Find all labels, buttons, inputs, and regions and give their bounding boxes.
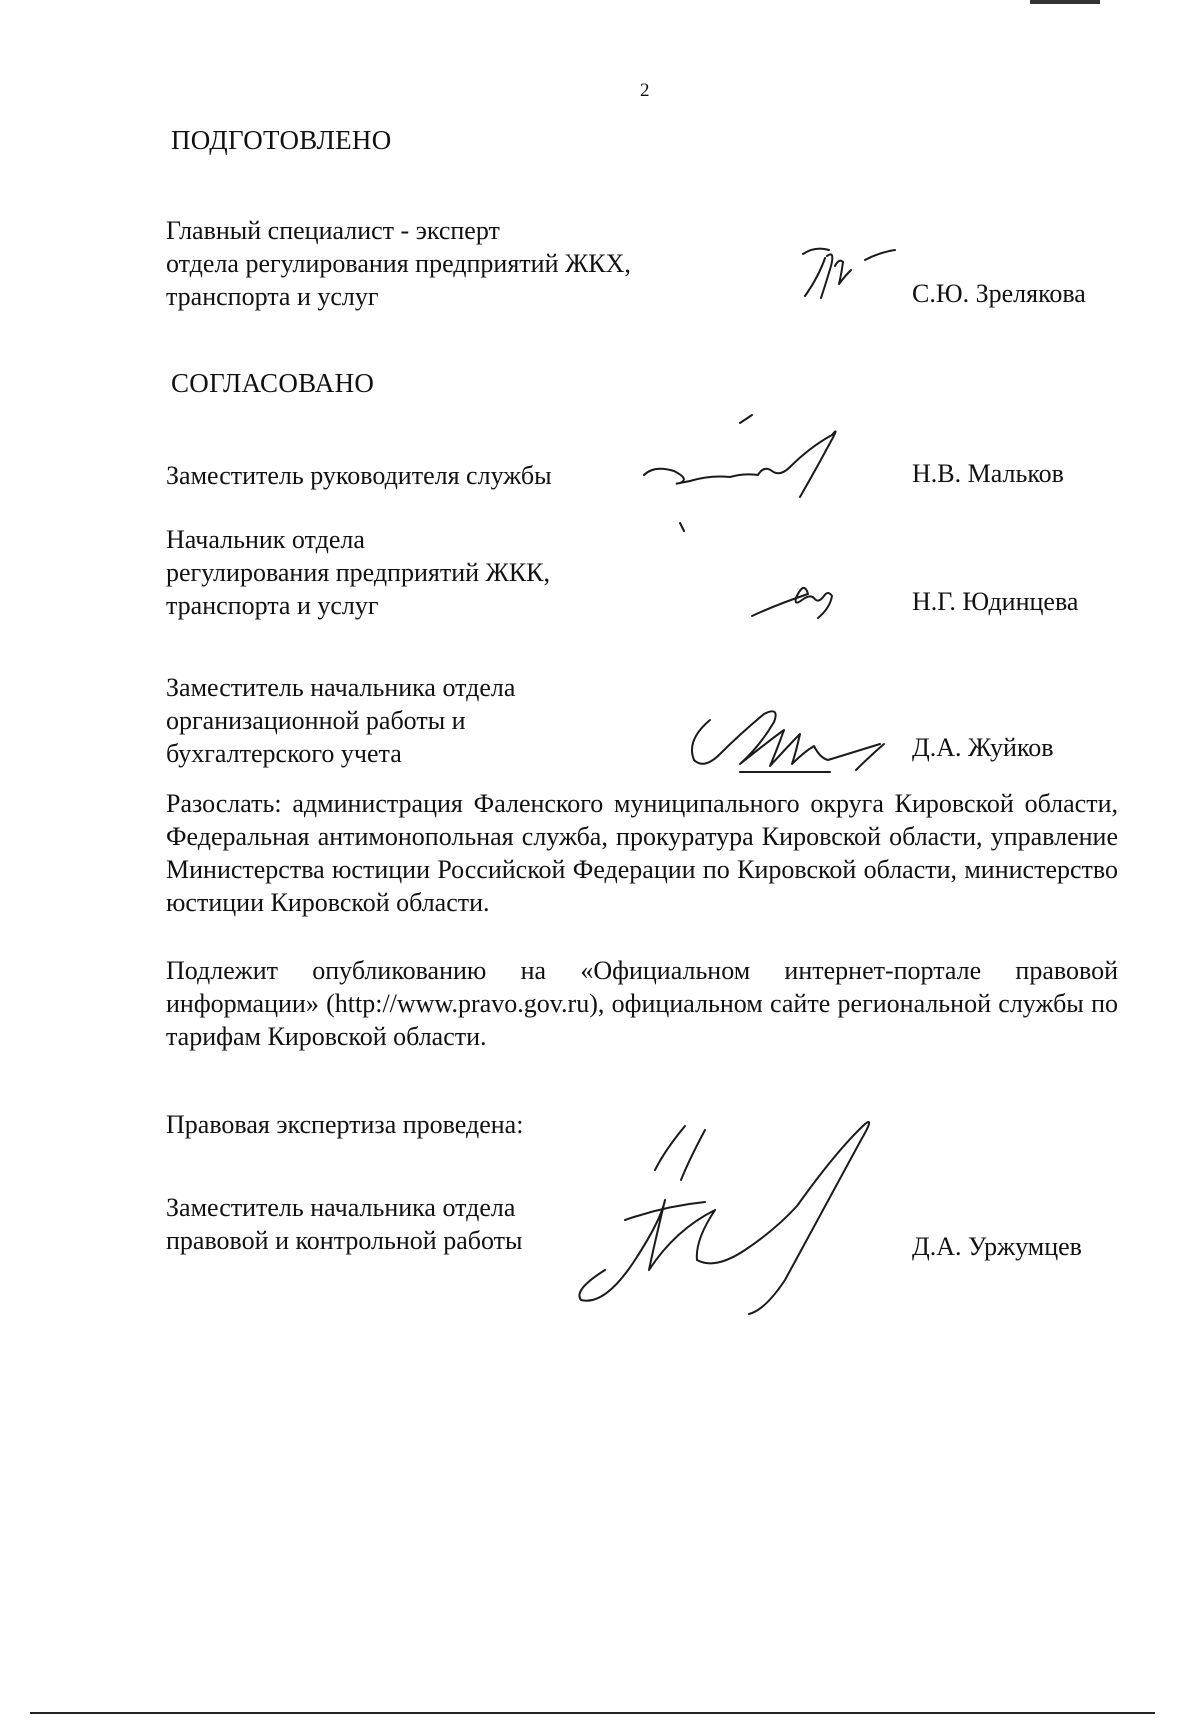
signature-malkov bbox=[640, 405, 880, 535]
legal-review-position-line: правовой и контрольной работы bbox=[166, 1226, 523, 1255]
signer-position-line: Начальник отдела bbox=[166, 525, 365, 554]
signer-name: Д.А. Жуйков bbox=[912, 733, 1054, 762]
prepared-position-line: Главный специалист - эксперт bbox=[166, 216, 500, 245]
agreed-heading: СОГЛАСОВАНО bbox=[171, 368, 375, 398]
publication-note: Подлежит опубликованию на «Официальном интернет-портале правовой информации» (http://www.pravo.gov.ru), официальном сайте региональной службы по тарифам Кировской области. bbox=[166, 956, 1118, 1051]
legal-review-label bbox=[166, 1108, 523, 1141]
signature-zrelyakova bbox=[795, 236, 915, 316]
signer-position-line: регулирования предприятий ЖКК, bbox=[166, 558, 551, 587]
signature-zhuykov bbox=[680, 700, 910, 780]
signer-position-line: Заместитель начальника отдела bbox=[166, 673, 516, 702]
prepared-position-line: отдела регулирования предприятий ЖКХ, bbox=[166, 249, 631, 278]
prepared-name: С.Ю. Зрелякова bbox=[912, 279, 1086, 308]
page-corner-mark bbox=[1030, 0, 1100, 4]
signer-position-line: Заместитель руководителя службы bbox=[166, 461, 552, 490]
signer-name: Н.Г. Юдинцева bbox=[912, 587, 1079, 616]
signer-position bbox=[166, 523, 550, 622]
prepared-heading: ПОДГОТОВЛЕНО bbox=[171, 125, 392, 155]
signature-urzhumtsev bbox=[565, 1110, 910, 1320]
legal-review-position-line: Заместитель начальника отдела bbox=[166, 1193, 516, 1222]
prepared-position-line: транспорта и услуг bbox=[166, 282, 379, 311]
prepared-position bbox=[166, 214, 631, 313]
legal-review-name: Д.А. Уржумцев bbox=[912, 1232, 1082, 1261]
distribution-list: Разослать: администрация Фаленского муниципального округа Кировской области, Федеральная антимонопольная служба, прокуратура Кировской области, управление Министерства юстиции Российской Федерации по Кировской области, министерство юстиции Кировской области. bbox=[166, 789, 1118, 917]
signature-yudintseva bbox=[748, 570, 868, 630]
signer-name: Н.В. Мальков bbox=[912, 459, 1064, 488]
signer-position bbox=[166, 459, 552, 492]
legal-review-label-text: Правовая экспертиза проведена: bbox=[166, 1110, 524, 1139]
legal-review-position bbox=[166, 1191, 522, 1257]
page-number: 2 bbox=[640, 80, 650, 101]
signer-position bbox=[166, 671, 515, 770]
signer-position-line: транспорта и услуг bbox=[166, 591, 379, 620]
bottom-scan-border bbox=[30, 1712, 1155, 1714]
signer-position-line: бухгалтерского учета bbox=[166, 739, 402, 768]
signer-position-line: организационной работы и bbox=[166, 706, 466, 735]
